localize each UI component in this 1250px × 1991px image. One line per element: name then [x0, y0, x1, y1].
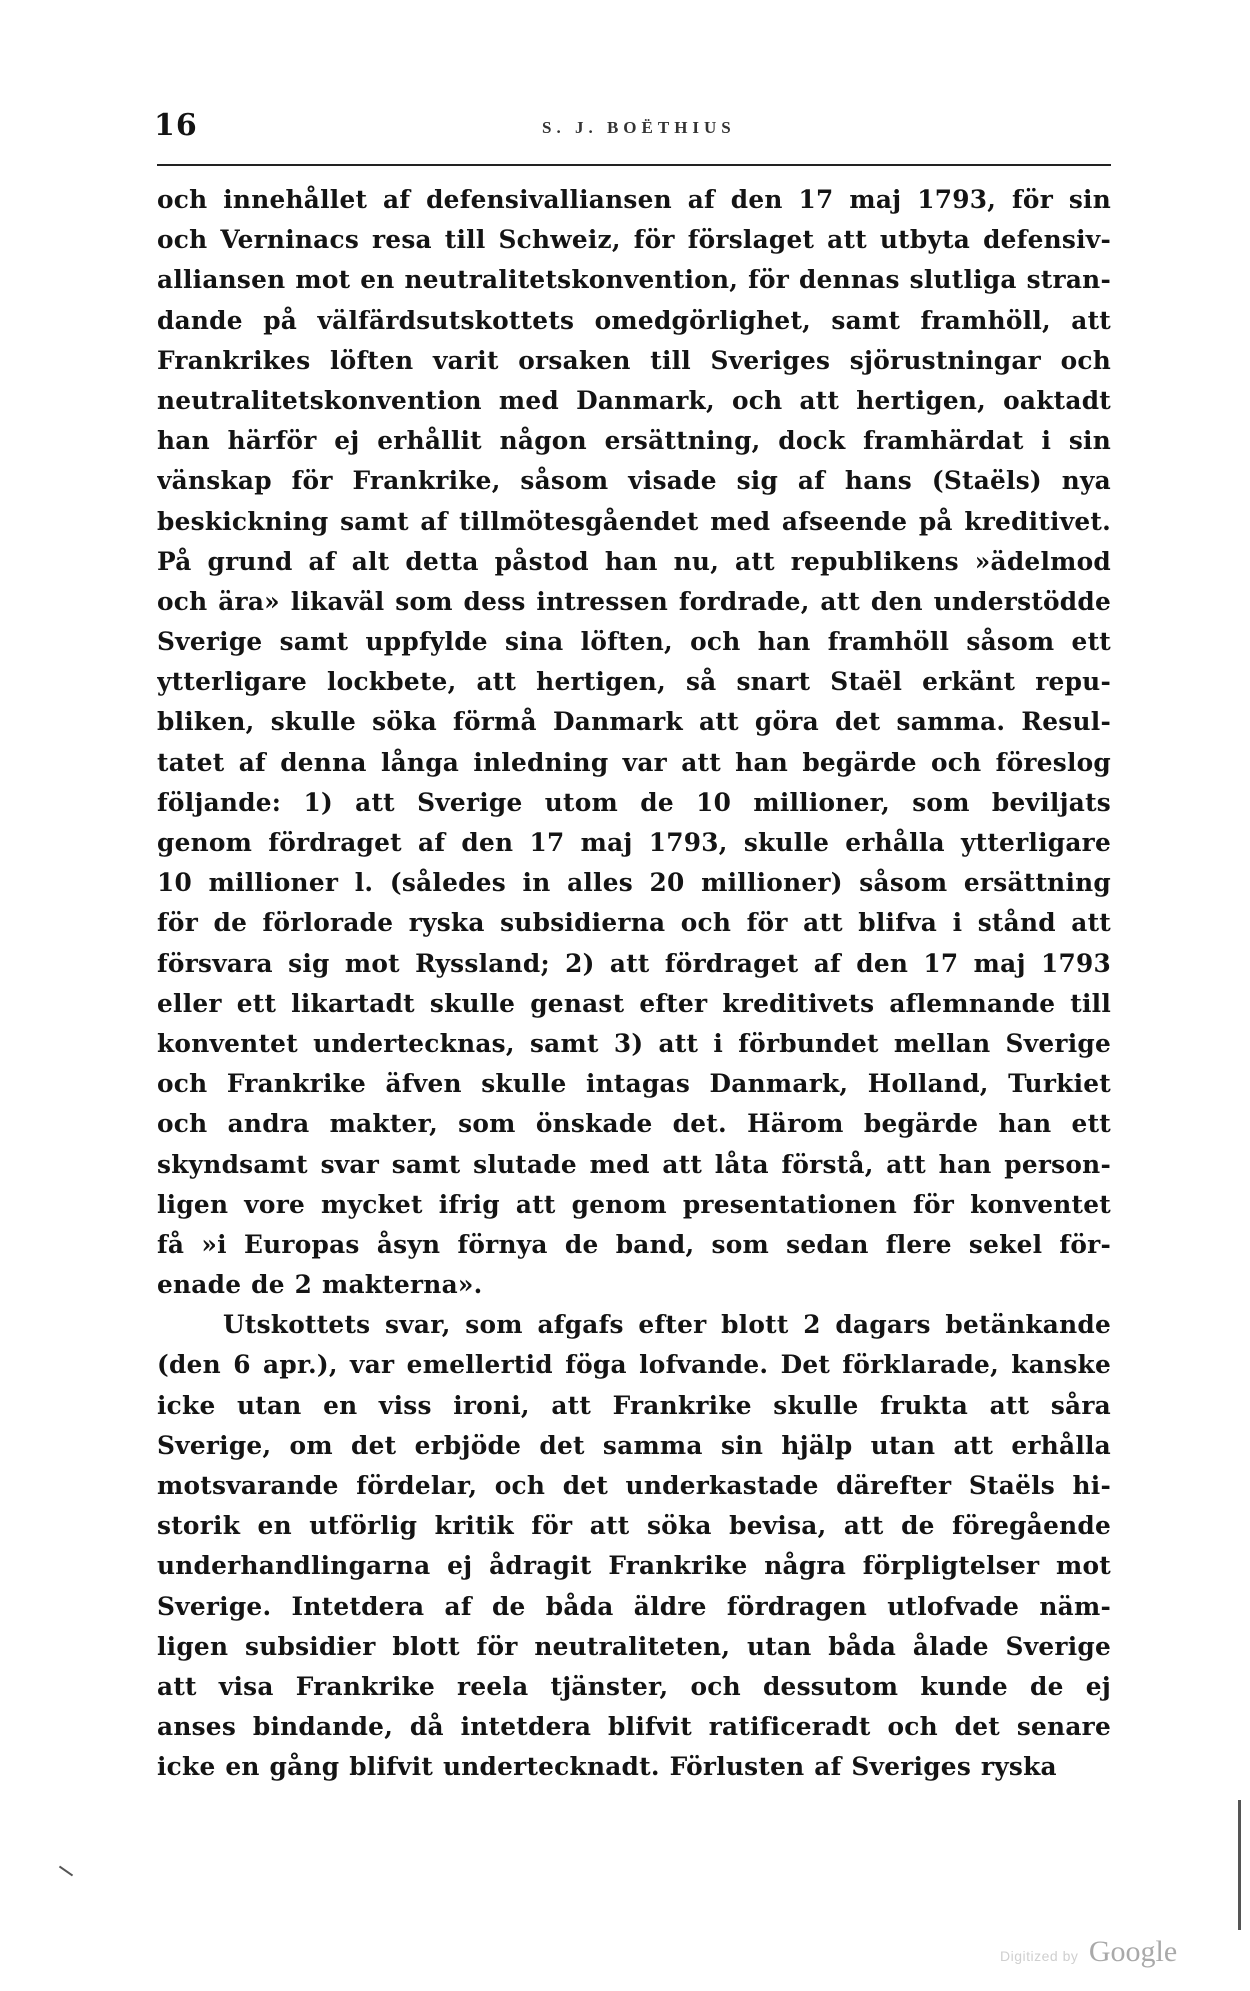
- text-line: konventet undertecknas, samt 3) att i förbundet mellan Sverige: [157, 1028, 1111, 1058]
- watermark-digitized-text: Digitized by: [1000, 1948, 1079, 1964]
- page-number: 16: [154, 108, 198, 143]
- page-header: [154, 108, 1112, 158]
- text-line: icke utan en viss ironi, att Frankrike skulle frukta att såra: [157, 1390, 1111, 1420]
- text-line: alliansen mot en neutralitetskonvention, för dennas slutliga stran-: [157, 265, 1111, 295]
- text-line: och ära» likaväl som dess intressen fordrade, att den understödde: [157, 586, 1111, 616]
- text-line: och innehållet af defensivalliansen af den 17 maj 1793, för sin: [157, 185, 1111, 214]
- text-line: underhandlingarna ej ådragit Frankrike några förpligtelser mot: [157, 1551, 1111, 1581]
- text-line: motsvarande fördelar, och det underkastade därefter Staëls hi-: [157, 1471, 1111, 1500]
- text-line: beskickning samt af tillmötesgåendet med afseende på kreditivet.: [157, 506, 1111, 536]
- text-line: Utskottets svar, som afgafs efter blott 2 dagars betänkande: [223, 1310, 1111, 1340]
- text-line: och Frankrike äfven skulle intagas Danmark, Holland, Turkiet: [157, 1069, 1111, 1099]
- text-line: anses bindande, då intetdera blifvit ratificeradt och det senare: [157, 1712, 1111, 1742]
- text-line: bliken, skulle söka förmå Danmark att göra det samma. Resul-: [157, 707, 1111, 737]
- running-head: S. J. BOËTHIUS: [542, 118, 736, 137]
- text-line: Sverige. Intetdera af de båda äldre fördragen utlofvade näm-: [157, 1591, 1111, 1621]
- text-line: skyndsamt svar samt slutade med att låta förstå, att han person-: [157, 1149, 1111, 1179]
- text-line: följande: 1) att Sverige utom de 10 millioner, som beviljats: [157, 787, 1111, 817]
- scan-edge-mark: [1238, 1800, 1241, 1930]
- text-line: ligen subsidier blott för neutraliteten, utan båda ålade Sverige: [157, 1631, 1111, 1661]
- watermark-google-logo: Google: [1088, 1935, 1178, 1968]
- text-line: storik en utförlig kritik för att söka bevisa, att de föregående: [157, 1511, 1111, 1541]
- digitized-watermark: [1000, 1935, 1177, 1969]
- text-line: försvara sig mot Ryssland; 2) att fördraget af den 17 maj 1793: [157, 948, 1111, 978]
- text-line: han härför ej erhållit någon ersättning, dock framhärdat i sin: [157, 426, 1111, 456]
- text-line: få »i Europas åsyn förnya de band, som sedan flere sekel för-: [157, 1229, 1111, 1259]
- text-line: neutralitetskonvention med Danmark, och att hertigen, oaktadt: [157, 385, 1111, 415]
- text-line: Frankrikes löften varit orsaken till Sveriges sjörustningar och: [157, 345, 1111, 375]
- text-line: och andra makter, som önskade det. Härom begärde han ett: [157, 1109, 1111, 1139]
- text-line: tatet af denna långa inledning var att han begärde och föreslog: [157, 747, 1111, 777]
- text-line: (den 6 apr.), var emellertid föga lofvande. Det förklarade, kanske: [157, 1350, 1111, 1380]
- text-line: vänskap för Frankrike, såsom visade sig af hans (Staëls) nya: [157, 466, 1111, 496]
- scan-speck: [59, 1866, 73, 1877]
- text-line: dande på välfärdsutskottets omedgörlighet, samt framhöll, att: [157, 305, 1111, 335]
- text-line: eller ett likartadt skulle genast efter kreditivets aflemnande till: [157, 988, 1111, 1018]
- text-line: Sverige samt uppfylde sina löften, och han framhöll såsom ett: [157, 627, 1111, 657]
- header-rule: [157, 164, 1111, 166]
- text-line: genom fördraget af den 17 maj 1793, skulle erhålla ytterligare: [157, 828, 1111, 857]
- text-line: På grund af alt detta påstod han nu, att republikens »ädelmod: [157, 546, 1111, 576]
- body-text: [157, 180, 1111, 1788]
- text-line: Sverige, om det erbjöde det samma sin hjälp utan att erhålla: [157, 1430, 1111, 1460]
- text-line: för de förlorade ryska subsidierna och för att blifva i stånd att: [157, 908, 1111, 938]
- text-line: och Verninacs resa till Schweiz, för förslaget att utbyta defensiv-: [157, 225, 1111, 255]
- text-line: ytterligare lockbete, att hertigen, så snart Staël erkänt repu-: [157, 667, 1111, 697]
- text-line: icke en gång blifvit undertecknadt. Förlusten af Sveriges ryska: [157, 1752, 1057, 1782]
- text-line: 10 millioner l. (således in alles 20 millioner) såsom ersättning: [157, 868, 1111, 898]
- text-line: enade de 2 makterna».: [157, 1270, 483, 1300]
- text-line: ligen vore mycket ifrig att genom presentationen för konventet: [157, 1189, 1111, 1219]
- text-line: att visa Frankrike reela tjänster, och dessutom kunde de ej: [157, 1671, 1111, 1701]
